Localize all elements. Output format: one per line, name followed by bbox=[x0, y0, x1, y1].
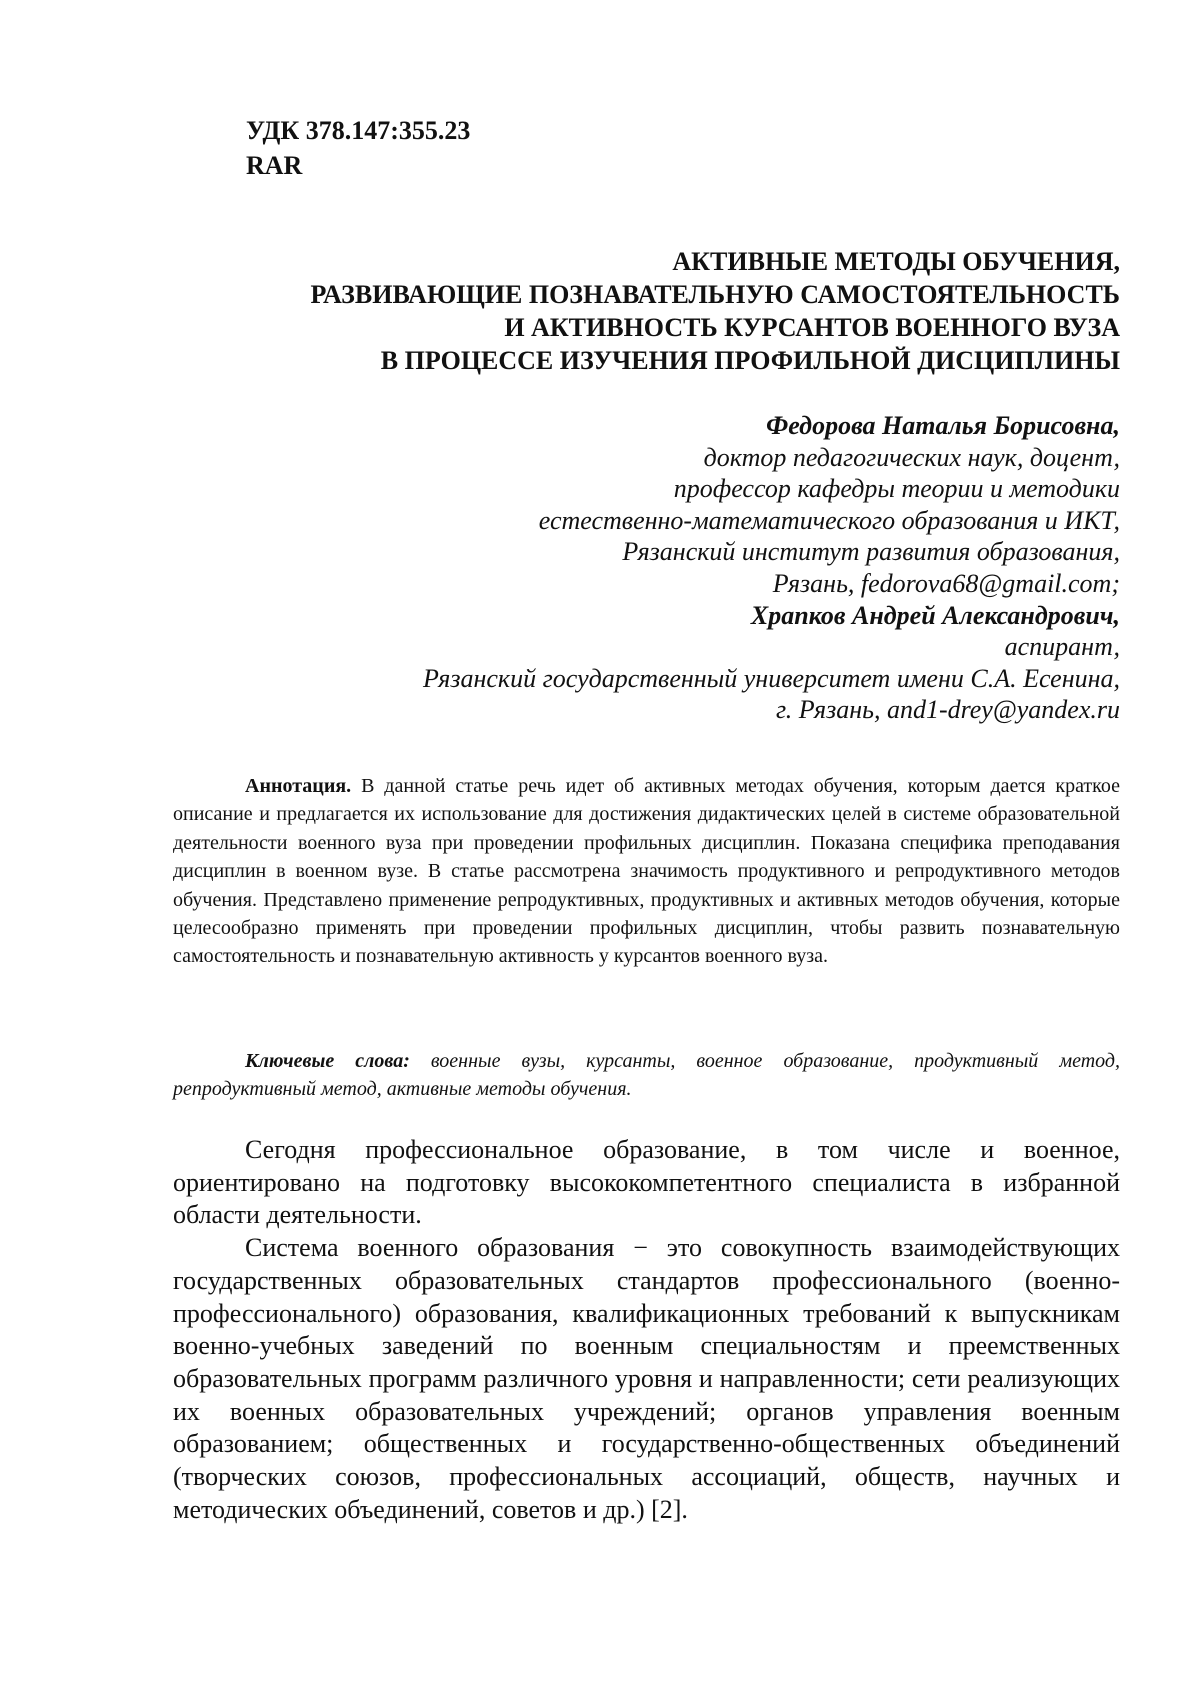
author-name: Храпков Андрей Александрович, bbox=[750, 600, 1120, 630]
title-line: АКТИВНЫЕ МЕТОДЫ ОБУЧЕНИЯ, bbox=[672, 247, 1120, 276]
abstract bbox=[173, 772, 1120, 971]
udk-block bbox=[246, 113, 470, 183]
author-affiliation-line: Рязанский государственный университет имени С.А. Есенина, bbox=[423, 663, 1120, 693]
title-line: В ПРОЦЕССЕ ИЗУЧЕНИЯ ПРОФИЛЬНОЙ ДИСЦИПЛИНЫ bbox=[380, 346, 1120, 375]
keywords-text: военные вузы, курсанты, военное образование, продуктивный метод, репродуктивный метод, активные методы обучения. bbox=[173, 1050, 1120, 1100]
rar-code: RAR bbox=[246, 151, 303, 180]
body-text bbox=[173, 1134, 1120, 1526]
author-affiliation-line: Рязанский институт развития образования, bbox=[622, 537, 1120, 567]
author-affiliation-line: г. Рязань, and1-drey@yandex.ru bbox=[775, 695, 1120, 725]
title-line: РАЗВИВАЮЩИЕ ПОЗНАВАТЕЛЬНУЮ САМОСТОЯТЕЛЬНОСТЬ bbox=[310, 280, 1120, 309]
author-affiliation-line: аспирант, bbox=[1004, 632, 1120, 662]
keywords bbox=[173, 1047, 1120, 1103]
udk-code: УДК 378.147:355.23 bbox=[246, 116, 471, 145]
authors-block bbox=[160, 410, 1120, 726]
author-name: Федорова Наталья Борисовна, bbox=[766, 411, 1120, 440]
body-paragraph: Система военного образования − это совокупность взаимодействующих государственных образовательных стандартов профессионального (военно-профессионального) образования, квалификационных требований к выпускникам военно-учебных заведений по военным специальностям и преемственных образовательных программ различного уровня и направленности; сети реализующих их военных образовательных учреждений; органов управления военным образованием; общественных и государственно-общественных объединений (творческих союзов, профессиональных ассоциаций, обществ, научных и методических объединений, советов и др.) [2]. bbox=[173, 1233, 1120, 1524]
abstract-label: Аннотация. bbox=[245, 775, 352, 797]
body-paragraph: Сегодня профессиональное образование, в том числе и военное, ориентировано на подготовку высококомпетентного специалиста в избранной области деятельности. bbox=[173, 1135, 1120, 1230]
author-affiliation-line: доктор педагогических наук, доцент, bbox=[703, 442, 1120, 472]
article-title bbox=[160, 245, 1120, 377]
abstract-text: В данной статье речь идет об активных методах обучения, которым дается краткое описание и предлагается их использование для достижения дидактических целей в системе образовательной деятельности военного вуза при проведении профильных дисциплин. Показана специфика преподавания дисциплин в военном вузе. В статье рассмотрена значимость продуктивного и репродуктивного методов обучения. Представлено применение репродуктивных, продуктивных и активных методов обучения, которые целесообразно применять при проведении профильных дисциплин, чтобы развить познавательную самостоятельность и познавательную активность у курсантов военного вуза. bbox=[173, 775, 1120, 968]
title-line: И АКТИВНОСТЬ КУРСАНТОВ ВОЕННОГО ВУЗА bbox=[504, 313, 1120, 342]
author-affiliation-line: Рязань, fedorova68@gmail.com; bbox=[772, 568, 1120, 598]
author-affiliation-line: профессор кафедры теории и методики bbox=[673, 474, 1120, 504]
keywords-label: Ключевые слова: bbox=[245, 1050, 410, 1072]
author-affiliation-line: естественно-математического образования и ИКТ, bbox=[538, 505, 1120, 535]
